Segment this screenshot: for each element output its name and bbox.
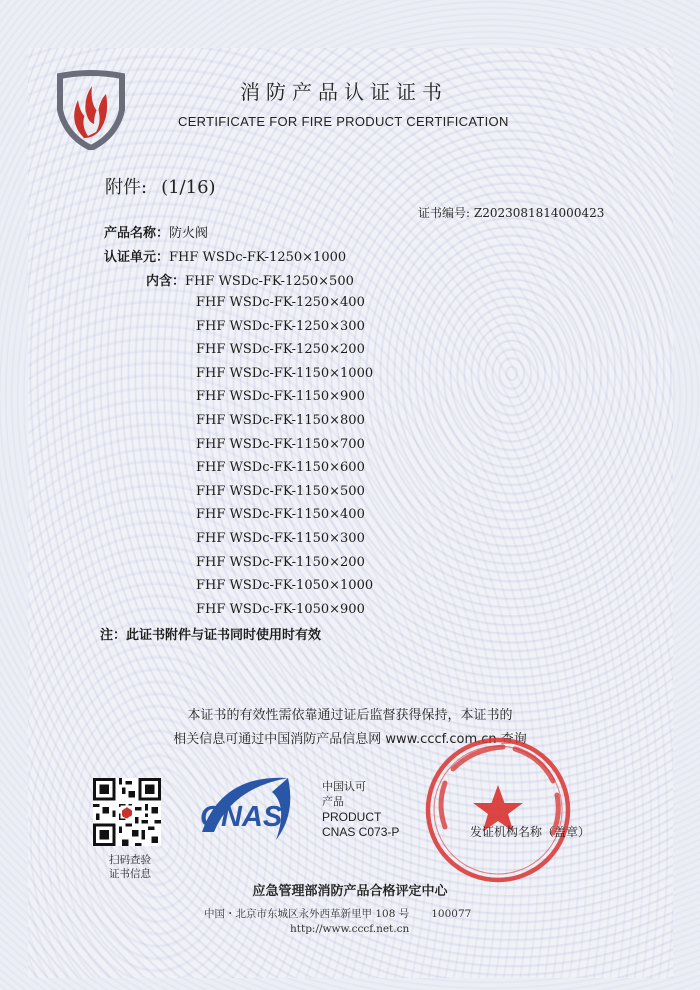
- issuer-website: http://www.cccf.net.cn: [290, 923, 410, 935]
- attachment-text: 附件:: [105, 177, 148, 198]
- validity-line-2: 相关信息可通过中国消防产品信息网 www.cccf.com.cn 查询: [173, 732, 527, 747]
- includes-item: FHF WSDc-FK-1150×900: [196, 389, 365, 404]
- cert-unit-value: FHF WSDc-FK-1250×1000: [169, 250, 347, 265]
- certificate-number: 证书编号: Z2023081814000423: [418, 206, 605, 220]
- includes-item: FHF WSDc-FK-1050×1000: [196, 578, 374, 593]
- issuer-label: 发证机构名称（盖章）: [470, 825, 591, 839]
- includes-row: [146, 270, 354, 289]
- cnas-logo-text: CNAS: [200, 801, 283, 833]
- includes-item: FHF WSDc-FK-1150×800: [196, 413, 365, 428]
- attachment-page: (1/16): [161, 177, 216, 198]
- product-name-row: [104, 222, 208, 241]
- cnas-logo-icon: [192, 770, 302, 850]
- cnas-accreditation-text: [322, 780, 399, 840]
- cert-unit-row: [104, 246, 346, 265]
- issuing-center-name: 应急管理部消防产品合格评定中心: [252, 884, 448, 899]
- flame-shield-icon: [54, 70, 128, 150]
- includes-item: FHF WSDc-FK-1150×500: [196, 484, 365, 499]
- attachment-label: [105, 173, 216, 199]
- cnas-line-3: PRODUCT: [322, 810, 382, 824]
- qr-code-icon: [93, 778, 161, 846]
- includes-item: FHF WSDc-FK-1150×300: [196, 531, 365, 546]
- includes-item: FHF WSDc-FK-1150×400: [196, 507, 365, 522]
- title-en: CERTIFICATE FOR FIRE PRODUCT CERTIFICATION: [178, 114, 509, 129]
- address-text: 中国・北京市东城区永外西革新里甲 108 号: [204, 908, 410, 920]
- includes-item: FHF WSDc-FK-1150×700: [196, 437, 365, 452]
- cnas-line-4: CNAS C073-P: [322, 825, 400, 839]
- includes-item: FHF WSDc-FK-1250×500: [185, 274, 354, 289]
- includes-item: FHF WSDc-FK-1150×200: [196, 555, 365, 570]
- cert-unit-label: 认证单元：: [104, 250, 170, 265]
- product-name-label: 产品名称：: [104, 226, 170, 241]
- usage-note: 注：此证书附件与证书同时使用时有效: [100, 628, 322, 643]
- qr-caption: [100, 853, 160, 881]
- includes-item: FHF WSDc-FK-1050×900: [196, 602, 365, 617]
- includes-item: FHF WSDc-FK-1250×400: [196, 295, 365, 310]
- includes-item: FHF WSDc-FK-1250×300: [196, 319, 365, 334]
- includes-label: 内含：: [146, 274, 186, 289]
- postal-code: 100077: [431, 908, 472, 920]
- includes-item: FHF WSDc-FK-1150×1000: [196, 366, 374, 381]
- qr-caption-line-2: 证书信息: [109, 868, 151, 880]
- validity-line-1: 本证书的有效性需依靠通过证后监督获得保持，本证书的: [187, 708, 513, 723]
- includes-item: FHF WSDc-FK-1250×200: [196, 342, 365, 357]
- issuer-address: [204, 906, 471, 921]
- includes-item: FHF WSDc-FK-1150×600: [196, 460, 365, 475]
- cnas-line-2: 产品: [322, 796, 344, 808]
- qr-caption-line-1: 扫码查验: [109, 854, 151, 866]
- title-cn: 消防产品认证证书: [240, 80, 448, 104]
- product-name-value: 防火阀: [169, 226, 209, 241]
- official-seal-icon: [423, 735, 573, 885]
- cnas-line-1: 中国认可: [322, 781, 366, 793]
